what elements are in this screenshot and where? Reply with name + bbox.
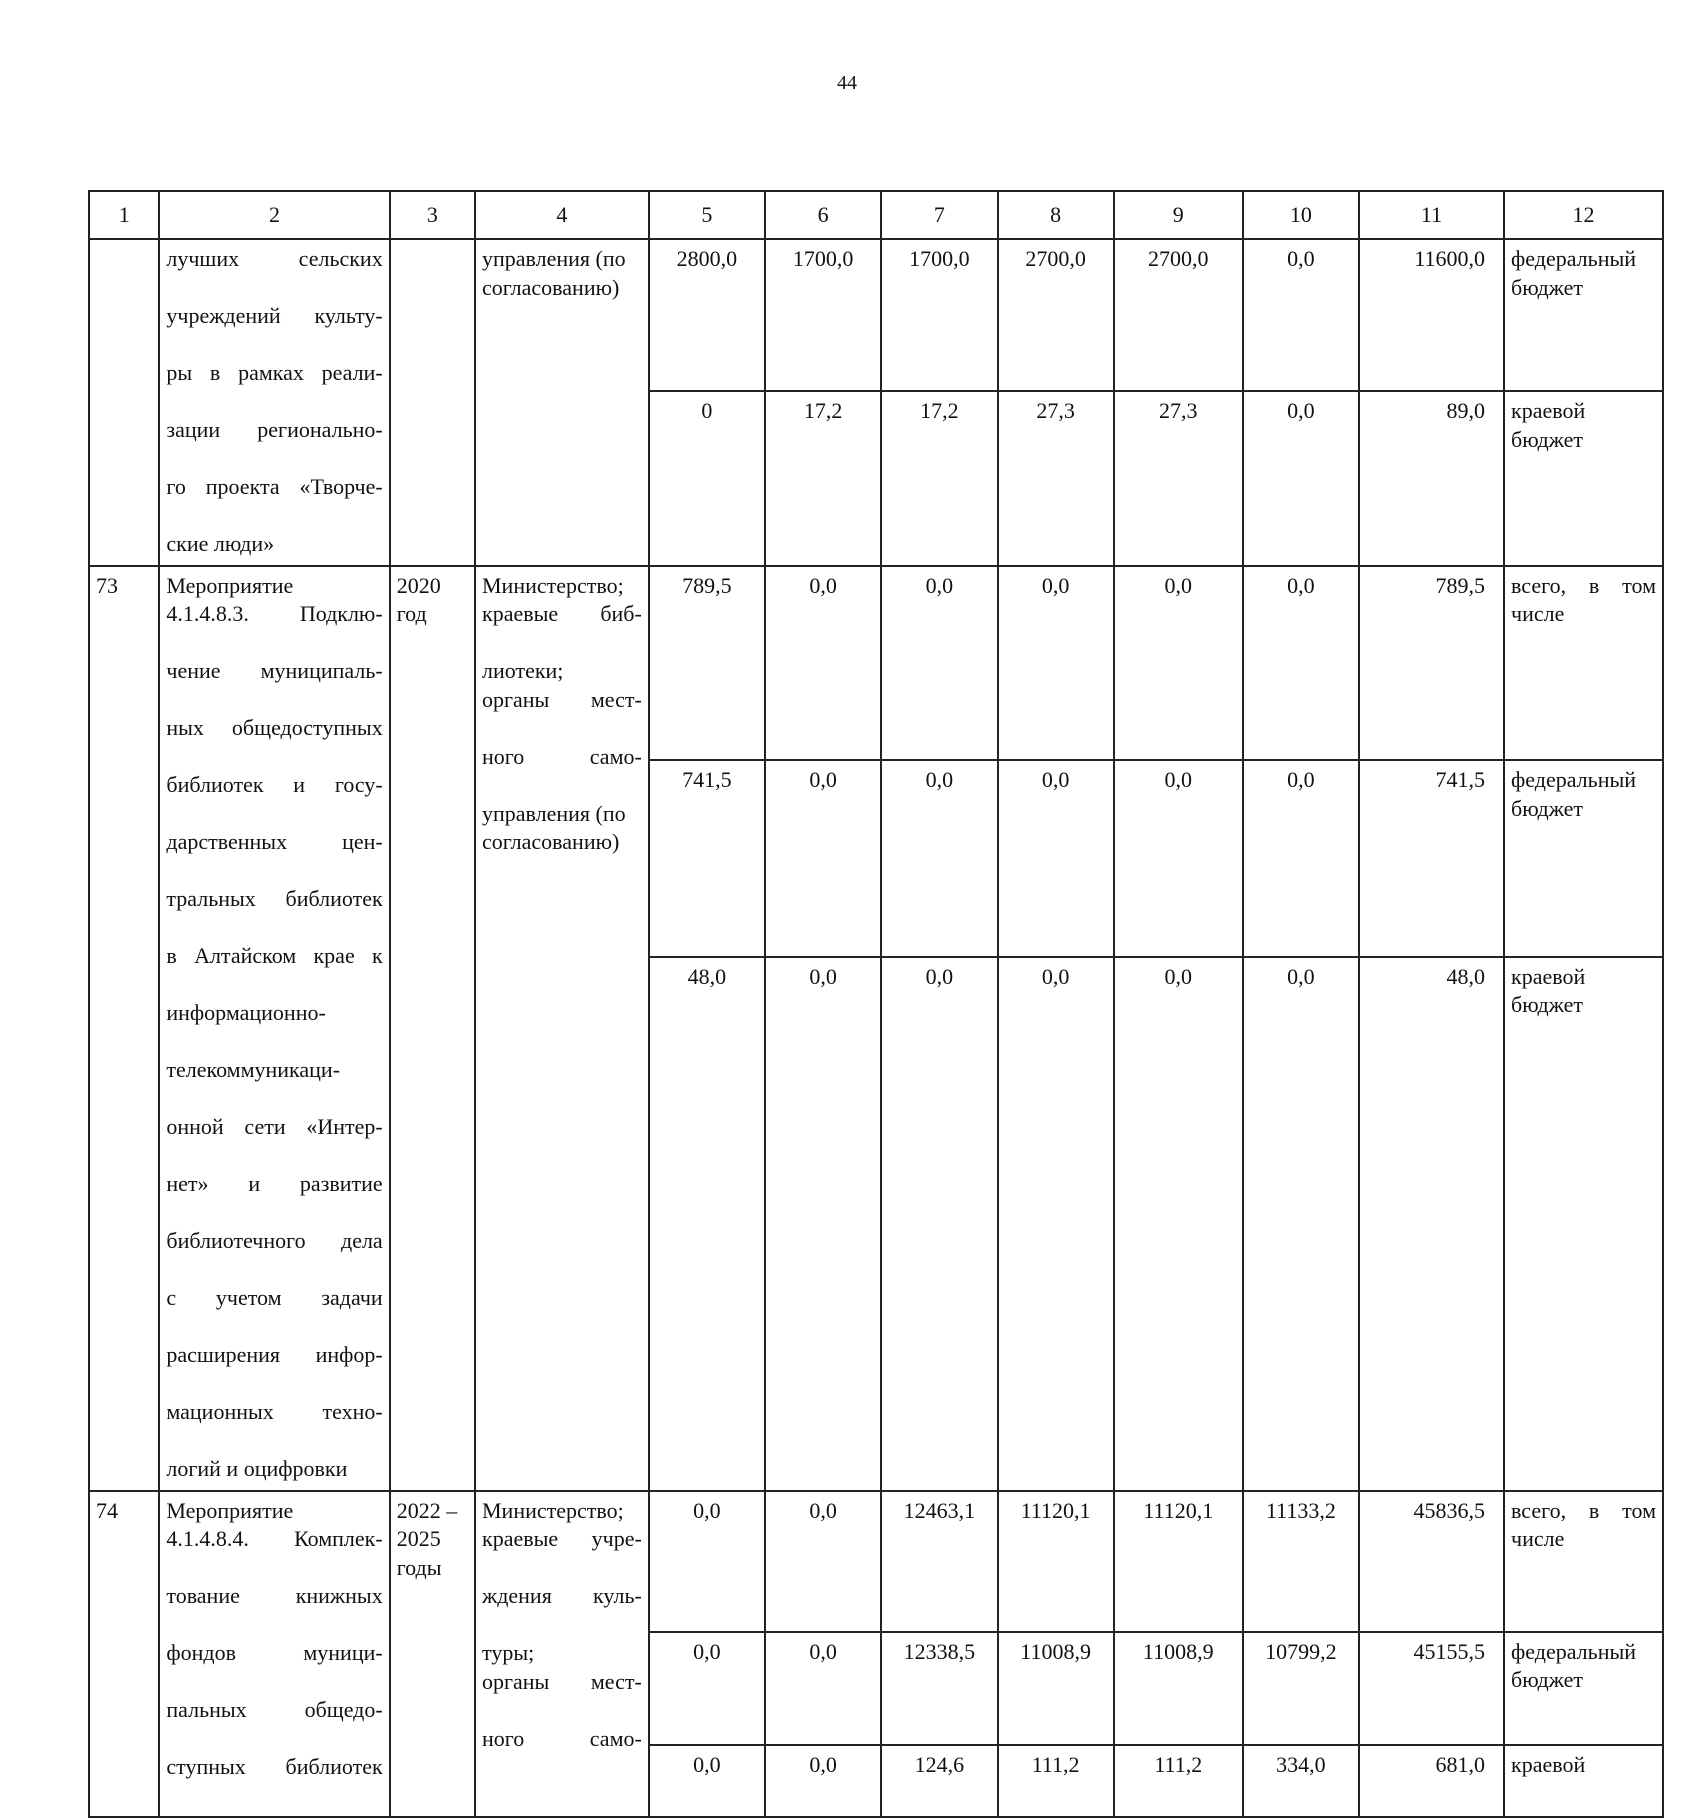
- name-line: онной сети «Интер-: [166, 1114, 383, 1139]
- name-line: дарственных цен-: [166, 829, 383, 854]
- value-cell: 0,0: [881, 760, 997, 956]
- executor-line: краевые биб-: [482, 601, 642, 626]
- measure-name-cell: [159, 566, 389, 1491]
- value-cell: 11008,9: [998, 1632, 1114, 1745]
- funding-source-cell: краевой бюджет: [1504, 957, 1663, 1491]
- name-line: информационно-: [166, 1000, 326, 1025]
- col-number-cell: 3: [390, 191, 475, 239]
- name-line: Мероприятие: [166, 1497, 294, 1523]
- value-cell: 0,0: [1243, 566, 1359, 761]
- value-cell: 0,0: [1114, 957, 1243, 1491]
- value-cell: 12463,1: [881, 1491, 997, 1632]
- row-number-cell: 74: [89, 1491, 159, 1818]
- executor-line: согласованию): [482, 274, 620, 300]
- executor-line: ного само-: [482, 743, 642, 769]
- executor-line: управления (по: [482, 246, 626, 271]
- period-line: 2025: [396, 1526, 441, 1551]
- period-line: год: [396, 601, 427, 626]
- value-cell: 0,0: [881, 566, 997, 761]
- value-cell: 1700,0: [881, 239, 997, 391]
- value-cell: 0,0: [765, 1745, 881, 1817]
- funding-source-cell: краевой бюджет: [1504, 391, 1663, 565]
- value-cell: 0,0: [649, 1491, 765, 1632]
- executor-line: лиотеки;: [482, 658, 564, 683]
- name-line: 4.1.4.8.3. Подклю-: [166, 601, 383, 626]
- col-number-cell: 8: [998, 191, 1114, 239]
- col-number-cell: 12: [1504, 191, 1663, 239]
- col-number-cell: 1: [89, 191, 159, 239]
- value-cell: 111,2: [1114, 1745, 1243, 1817]
- col-number-cell: 2: [159, 191, 389, 239]
- page-number: 44: [837, 72, 857, 94]
- executor-line: Министерство;: [482, 572, 624, 598]
- value-cell: 27,3: [998, 391, 1114, 565]
- name-line: ры в рамках реали-: [166, 360, 383, 385]
- value-cell: 12338,5: [881, 1632, 997, 1745]
- table-row: [89, 566, 1663, 761]
- column-number-row: [89, 191, 1663, 239]
- value-cell: 0,0: [1243, 760, 1359, 956]
- name-line: ных общедоступных: [166, 715, 383, 740]
- name-line: го проекта «Творче-: [166, 474, 383, 499]
- name-line: учреждений культу-: [166, 303, 383, 328]
- value-cell: 17,2: [765, 391, 881, 565]
- executor-line: согласованию): [482, 829, 620, 854]
- col-number-cell: 5: [649, 191, 765, 239]
- executor-line: ного само-: [482, 1725, 642, 1751]
- name-line: фондов муници-: [166, 1640, 383, 1665]
- value-cell: 48,0: [649, 957, 765, 1491]
- value-cell: 0,0: [1243, 957, 1359, 1491]
- executor-line: органы мест-: [482, 686, 642, 712]
- value-cell: 27,3: [1114, 391, 1243, 565]
- table-row: [89, 1491, 1663, 1632]
- name-line: телекоммуникаци-: [166, 1057, 341, 1082]
- executor-line: органы мест-: [482, 1668, 642, 1694]
- name-line: библиотечного дела: [166, 1228, 383, 1253]
- value-cell: 0,0: [649, 1745, 765, 1817]
- total-cell: 789,5: [1359, 566, 1504, 761]
- total-cell: 741,5: [1359, 760, 1504, 956]
- value-cell: 0,0: [765, 1632, 881, 1745]
- value-cell: 11133,2: [1243, 1491, 1359, 1632]
- value-cell: 0,0: [1114, 760, 1243, 956]
- value-cell: 1700,0: [765, 239, 881, 391]
- value-cell: 0: [649, 391, 765, 565]
- funding-source-cell: всего, в том числе: [1504, 566, 1663, 761]
- name-line: зации регионально-: [166, 417, 383, 442]
- name-line: нет» и развитие: [166, 1171, 383, 1196]
- name-line: библиотек и госу-: [166, 772, 383, 797]
- col-number-cell: 6: [765, 191, 881, 239]
- value-cell: 0,0: [765, 566, 881, 761]
- total-cell: 11600,0: [1359, 239, 1504, 391]
- name-line: в Алтайском крае к: [166, 943, 383, 968]
- total-cell: 45155,5: [1359, 1632, 1504, 1745]
- col-number-cell: 7: [881, 191, 997, 239]
- executor-cell: [475, 566, 649, 1491]
- value-cell: 0,0: [765, 1491, 881, 1632]
- value-cell: 0,0: [765, 957, 881, 1491]
- name-line: ступных библиотек: [166, 1754, 383, 1779]
- value-cell: 0,0: [649, 1632, 765, 1745]
- name-line: с учетом задачи: [166, 1285, 383, 1310]
- value-cell: 0,0: [998, 957, 1114, 1491]
- value-cell: 17,2: [881, 391, 997, 565]
- value-cell: 11120,1: [1114, 1491, 1243, 1632]
- value-cell: 789,5: [649, 566, 765, 761]
- funding-source-cell: федеральный бюджет: [1504, 239, 1663, 391]
- value-cell: 2700,0: [998, 239, 1114, 391]
- table-row: [89, 239, 1663, 391]
- value-cell: 0,0: [765, 760, 881, 956]
- executor-line: ждения куль-: [482, 1583, 642, 1608]
- period-line: годы: [396, 1554, 442, 1580]
- total-cell: 48,0: [1359, 957, 1504, 1491]
- executor-cell: [475, 239, 649, 566]
- value-cell: 0,0: [1243, 391, 1359, 565]
- funding-source-cell: федеральный бюджет: [1504, 760, 1663, 956]
- period-cell: [390, 566, 475, 1491]
- row-number-cell: 73: [89, 566, 159, 1491]
- name-line: тование книжных: [166, 1583, 383, 1608]
- value-cell: 111,2: [998, 1745, 1114, 1817]
- funding-source-cell: федеральный бюджет: [1504, 1632, 1663, 1745]
- col-number-cell: 10: [1243, 191, 1359, 239]
- row-number-cell: [89, 239, 159, 566]
- name-line: логий и оцифровки: [166, 1456, 348, 1481]
- measure-name-cell: [159, 239, 389, 566]
- name-line: лучших сельских: [166, 246, 383, 271]
- value-cell: 0,0: [881, 957, 997, 1491]
- measure-name-cell: [159, 1491, 389, 1818]
- name-line: расширения инфор-: [166, 1342, 383, 1367]
- name-line: чение муниципаль-: [166, 658, 383, 683]
- period-cell: [390, 1491, 475, 1818]
- value-cell: 741,5: [649, 760, 765, 956]
- name-line: мационных техно-: [166, 1399, 383, 1424]
- value-cell: 11008,9: [1114, 1632, 1243, 1745]
- value-cell: 10799,2: [1243, 1632, 1359, 1745]
- name-line: пальных общедо-: [166, 1697, 383, 1722]
- name-line: тральных библиотек: [166, 886, 383, 911]
- value-cell: 0,0: [1114, 566, 1243, 761]
- value-cell: 2800,0: [649, 239, 765, 391]
- name-line: 4.1.4.8.4. Комплек-: [166, 1526, 383, 1551]
- value-cell: 0,0: [998, 566, 1114, 761]
- period-cell: [390, 239, 475, 566]
- executor-line: Министерство;: [482, 1497, 624, 1523]
- value-cell: 0,0: [1243, 239, 1359, 391]
- value-cell: 11120,1: [998, 1491, 1114, 1632]
- col-number-cell: 4: [475, 191, 649, 239]
- executor-line: туры;: [482, 1640, 535, 1665]
- total-cell: 89,0: [1359, 391, 1504, 565]
- period-line: 2020: [396, 572, 441, 598]
- executor-line: краевые учре-: [482, 1526, 642, 1551]
- executor-cell: [475, 1491, 649, 1818]
- funding-source-cell: всего, в том числе: [1504, 1491, 1663, 1632]
- col-number-cell: 9: [1114, 191, 1243, 239]
- value-cell: 334,0: [1243, 1745, 1359, 1817]
- period-line: 2022 –: [396, 1497, 458, 1523]
- value-cell: 124,6: [881, 1745, 997, 1817]
- funding-source-cell: краевой: [1504, 1745, 1663, 1817]
- name-line: ские люди»: [166, 531, 275, 556]
- total-cell: 681,0: [1359, 1745, 1504, 1817]
- col-number-cell: 11: [1359, 191, 1504, 239]
- value-cell: 0,0: [998, 760, 1114, 956]
- program-measures-table: [88, 190, 1664, 1818]
- value-cell: 2700,0: [1114, 239, 1243, 391]
- total-cell: 45836,5: [1359, 1491, 1504, 1632]
- name-line: Мероприятие: [166, 572, 294, 598]
- executor-line: управления (по: [482, 800, 626, 826]
